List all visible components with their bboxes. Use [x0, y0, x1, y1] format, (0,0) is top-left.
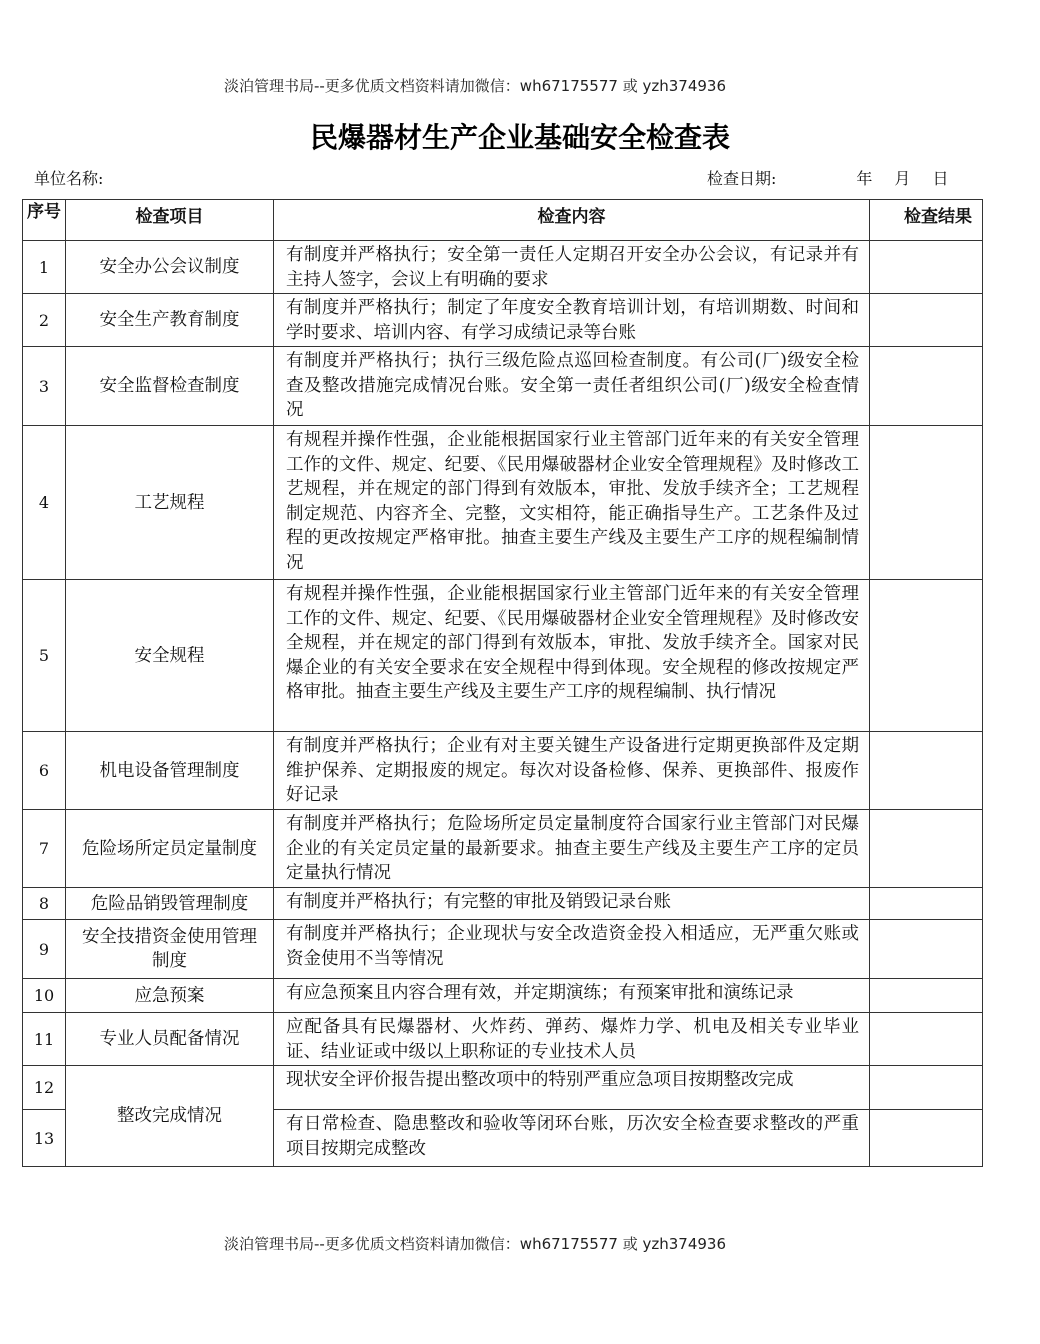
row-item: 安全办公会议制度 [66, 241, 274, 294]
row-result-cell [870, 1013, 983, 1066]
row-no: 6 [23, 732, 66, 810]
row-result-cell [870, 294, 983, 347]
row-result-cell [870, 979, 983, 1013]
table-row [23, 732, 983, 810]
row-no: 1 [23, 241, 66, 294]
row-result-cell [870, 580, 983, 732]
unit-name-label: 单位名称: [34, 169, 104, 188]
row-item: 应急预案 [66, 979, 274, 1013]
row-content: 有制度并严格执行；企业现状与安全改造资金投入相适应，无严重欠账或资金使用不当等情况 [274, 920, 870, 979]
table-row [23, 1013, 983, 1066]
row-no: 7 [23, 810, 66, 888]
row-result-cell [870, 888, 983, 920]
row-result-cell [870, 241, 983, 294]
header-result: 检查结果 [870, 200, 983, 241]
row-result-cell [870, 920, 983, 979]
row-no: 11 [23, 1013, 66, 1066]
table-row [23, 888, 983, 920]
row-result-cell [870, 426, 983, 580]
row-item: 危险场所定员定量制度 [66, 810, 274, 888]
row-result-cell [870, 732, 983, 810]
check-date-label: 检查日期: [707, 169, 777, 188]
inspection-table [22, 199, 983, 1167]
date-day: 日 [932, 169, 949, 188]
row-content: 有制度并严格执行；执行三级危险点巡回检查制度。有公司(厂)级安全检查及整改措施完成情况台账。安全第一责任者组织公司(厂)级安全检查情况 [274, 347, 870, 426]
row-no: 13 [23, 1110, 66, 1167]
row-content: 有规程并操作性强，企业能根据国家行业主管部门近年来的有关安全管理工作的文件、规定、纪要、《民用爆破器材企业安全管理规程》及时修改安全规程，并在规定的部门得到有效版本，审批、发放手续齐全。国家对民爆企业的有关安全要求在安全规程中得到体现。安全规程的修改按规定严格审批。抽查主要生产线及主要生产工序的规程编制、执行情况 [274, 580, 870, 732]
date-month: 月 [894, 169, 911, 188]
row-result-cell [870, 1066, 983, 1110]
row-item: 整改完成情况 [66, 1066, 274, 1167]
header-no: 序号 [23, 200, 66, 241]
row-content: 现状安全评价报告提出整改项中的特别严重应急项目按期整改完成 [274, 1066, 870, 1110]
row-result-cell [870, 1110, 983, 1167]
page-title: 民爆器材生产企业基础安全检查表 [309, 121, 730, 154]
table-row [23, 347, 983, 426]
header-item: 检查项目 [66, 200, 274, 241]
table-row [23, 294, 983, 347]
table-row [23, 580, 983, 732]
row-result-cell [870, 810, 983, 888]
row-item: 专业人员配备情况 [66, 1013, 274, 1066]
row-content: 应配备具有民爆器材、火炸药、弹药、爆炸力学、机电及相关专业毕业证、结业证或中级以上职称证的专业技术人员 [274, 1013, 870, 1066]
table-header-row [23, 200, 983, 241]
row-content: 有日常检查、隐患整改和验收等闭环台账，历次安全检查要求整改的严重项目按期完成整改 [274, 1110, 870, 1167]
row-item: 安全监督检查制度 [66, 347, 274, 426]
row-result-cell [870, 347, 983, 426]
row-content: 有制度并严格执行；企业有对主要关键生产设备进行定期更换部件及定期维护保养、定期报废的规定。每次对设备检修、保养、更换部件、报废作好记录 [274, 732, 870, 810]
row-no: 2 [23, 294, 66, 347]
row-no: 4 [23, 426, 66, 580]
table-row [23, 810, 983, 888]
row-content: 有制度并严格执行；危险场所定员定量制度符合国家行业主管部门对民爆企业的有关定员定量的最新要求。抽查主要生产线及主要生产工序的定员定量执行情况 [274, 810, 870, 888]
row-item: 安全技措资金使用管理制度 [66, 920, 274, 979]
check-date [707, 166, 970, 189]
table-row [23, 979, 983, 1013]
row-content: 有规程并操作性强，企业能根据国家行业主管部门近年来的有关安全管理工作的文件、规定、纪要、《民用爆破器材企业安全管理规程》及时修改工艺规程，并在规定的部门得到有效版本，审批、发放手续齐全；工艺规程制定规范、内容齐全、完整，文实相符，能正确指导生产。工艺条件及过程的更改按规定严格审批。抽查主要生产线及主要生产工序的规程编制情况 [274, 426, 870, 580]
row-no: 10 [23, 979, 66, 1013]
row-content: 有制度并严格执行；安全第一责任人定期召开安全办公会议，有记录并有主持人签字，会议上有明确的要求 [274, 241, 870, 294]
row-no: 3 [23, 347, 66, 426]
table-row [23, 241, 983, 294]
row-no: 9 [23, 920, 66, 979]
table-row [23, 426, 983, 580]
row-item: 工艺规程 [66, 426, 274, 580]
row-no: 5 [23, 580, 66, 732]
row-no: 12 [23, 1066, 66, 1110]
table-row [23, 920, 983, 979]
row-item: 安全规程 [66, 580, 274, 732]
header-note: 淡泊管理书局--更多优质文档资料请加微信：wh67175577 或 yzh374936 [223, 77, 726, 95]
footer-note: 淡泊管理书局--更多优质文档资料请加微信：wh67175577 或 yzh374936 [223, 1235, 726, 1253]
row-no: 8 [23, 888, 66, 920]
table-row [23, 1066, 983, 1110]
header-content: 检查内容 [274, 200, 870, 241]
date-year: 年 [856, 169, 873, 188]
row-item: 安全生产教育制度 [66, 294, 274, 347]
row-item: 机电设备管理制度 [66, 732, 274, 810]
row-content: 有制度并严格执行；制定了年度安全教育培训计划，有培训期数、时间和学时要求、培训内容、有学习成绩记录等台账 [274, 294, 870, 347]
row-item: 危险品销毁管理制度 [66, 888, 274, 920]
row-content: 有制度并严格执行；有完整的审批及销毁记录台账 [274, 888, 870, 920]
row-content: 有应急预案且内容合理有效，并定期演练；有预案审批和演练记录 [274, 979, 870, 1013]
